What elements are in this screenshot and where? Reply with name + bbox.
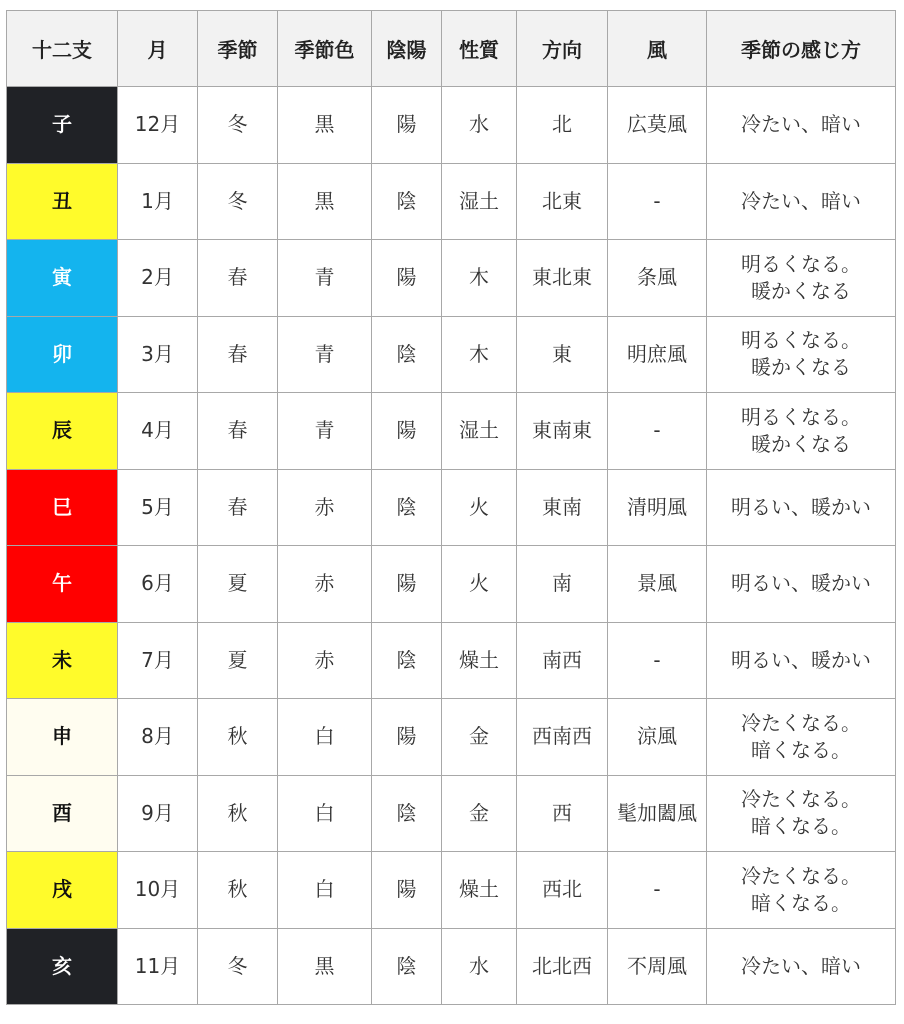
nature-cell: 湿土: [442, 393, 517, 470]
eto-cell: 酉: [7, 775, 118, 852]
month-cell: 10月: [118, 852, 198, 929]
wind-cell: 条風: [608, 240, 707, 317]
header-direction: 方向: [517, 11, 608, 87]
feel-cell: [707, 546, 896, 623]
eto-cell: 丑: [7, 163, 118, 240]
table-row: [7, 163, 896, 240]
season-cell: 秋: [198, 852, 278, 929]
season-color-cell: 赤: [278, 469, 372, 546]
header-row: [7, 11, 896, 87]
nature-cell: 火: [442, 546, 517, 623]
wind-cell: -: [608, 622, 707, 699]
feel-line: 明るくなる。: [741, 251, 861, 276]
table-row: [7, 775, 896, 852]
direction-cell: 西: [517, 775, 608, 852]
table-row: [7, 316, 896, 393]
feel-cell: [707, 240, 896, 317]
month-cell: 1月: [118, 163, 198, 240]
feel-line: 暖かくなる: [751, 278, 851, 303]
month-cell: 5月: [118, 469, 198, 546]
wind-cell: 明庶風: [608, 316, 707, 393]
eto-cell: 子: [7, 87, 118, 164]
direction-cell: 南: [517, 546, 608, 623]
month-cell: 9月: [118, 775, 198, 852]
yinyang-cell: 陰: [372, 928, 442, 1005]
nature-cell: 水: [442, 928, 517, 1005]
season-color-cell: 白: [278, 852, 372, 929]
season-color-cell: 赤: [278, 546, 372, 623]
table-row: [7, 928, 896, 1005]
feel-cell: [707, 87, 896, 164]
month-cell: 8月: [118, 699, 198, 776]
feel-line: 明るい、暖かい: [731, 571, 871, 596]
feel-line: 暗くなる。: [751, 737, 851, 762]
feel-line: 冷たい、暗い: [741, 112, 861, 137]
nature-cell: 水: [442, 87, 517, 164]
direction-cell: 北東: [517, 163, 608, 240]
yinyang-cell: 陽: [372, 393, 442, 470]
nature-cell: 金: [442, 775, 517, 852]
yinyang-cell: 陰: [372, 316, 442, 393]
nature-cell: 燥土: [442, 852, 517, 929]
season-cell: 秋: [198, 775, 278, 852]
season-cell: 夏: [198, 546, 278, 623]
yinyang-cell: 陰: [372, 163, 442, 240]
wind-cell: -: [608, 393, 707, 470]
direction-cell: 北北西: [517, 928, 608, 1005]
yinyang-cell: 陰: [372, 469, 442, 546]
table-row: [7, 622, 896, 699]
month-cell: 6月: [118, 546, 198, 623]
header-yinyang: 陰陽: [372, 11, 442, 87]
header-eto: 十二支: [7, 11, 118, 87]
table-body: [7, 87, 896, 1005]
season-color-cell: 青: [278, 316, 372, 393]
eto-cell: 午: [7, 546, 118, 623]
season-cell: 春: [198, 469, 278, 546]
feel-cell: [707, 316, 896, 393]
header-wind: 風: [608, 11, 707, 87]
feel-cell: [707, 852, 896, 929]
direction-cell: 東南: [517, 469, 608, 546]
feel-cell: [707, 163, 896, 240]
season-cell: 秋: [198, 699, 278, 776]
feel-line: 冷たい、暗い: [741, 188, 861, 213]
nature-cell: 火: [442, 469, 517, 546]
direction-cell: 東: [517, 316, 608, 393]
season-cell: 冬: [198, 928, 278, 1005]
yinyang-cell: 陰: [372, 775, 442, 852]
nature-cell: 木: [442, 316, 517, 393]
season-color-cell: 黒: [278, 87, 372, 164]
eto-cell: 亥: [7, 928, 118, 1005]
season-color-cell: 白: [278, 699, 372, 776]
season-cell: 春: [198, 316, 278, 393]
nature-cell: 燥土: [442, 622, 517, 699]
wind-cell: -: [608, 852, 707, 929]
month-cell: 4月: [118, 393, 198, 470]
wind-cell: 広莫風: [608, 87, 707, 164]
month-cell: 7月: [118, 622, 198, 699]
feel-line: 暗くなる。: [751, 890, 851, 915]
month-cell: 11月: [118, 928, 198, 1005]
wind-cell: 涼風: [608, 699, 707, 776]
feel-cell: [707, 393, 896, 470]
direction-cell: 南西: [517, 622, 608, 699]
season-color-cell: 白: [278, 775, 372, 852]
season-cell: 夏: [198, 622, 278, 699]
eto-cell: 戌: [7, 852, 118, 929]
yinyang-cell: 陽: [372, 546, 442, 623]
season-cell: 冬: [198, 163, 278, 240]
zodiac-table: [6, 10, 896, 1005]
nature-cell: 木: [442, 240, 517, 317]
eto-cell: 卯: [7, 316, 118, 393]
season-color-cell: 赤: [278, 622, 372, 699]
eto-cell: 未: [7, 622, 118, 699]
feel-cell: [707, 775, 896, 852]
wind-cell: 髦加闔風: [608, 775, 707, 852]
season-color-cell: 黒: [278, 163, 372, 240]
table-row: [7, 393, 896, 470]
nature-cell: 湿土: [442, 163, 517, 240]
header-season: 季節: [198, 11, 278, 87]
feel-line: 冷たい、暗い: [741, 953, 861, 978]
eto-cell: 辰: [7, 393, 118, 470]
feel-line: 明るい、暖かい: [731, 647, 871, 672]
feel-line: 暖かくなる: [751, 431, 851, 456]
yinyang-cell: 陽: [372, 699, 442, 776]
header-nature: 性質: [442, 11, 517, 87]
feel-line: 明るい、暖かい: [731, 494, 871, 519]
season-cell: 春: [198, 393, 278, 470]
feel-line: 暗くなる。: [751, 814, 851, 839]
feel-line: 冷たくなる。: [741, 787, 861, 812]
eto-cell: 申: [7, 699, 118, 776]
table-row: [7, 87, 896, 164]
nature-cell: 金: [442, 699, 517, 776]
table-row: [7, 240, 896, 317]
direction-cell: 東南東: [517, 393, 608, 470]
wind-cell: 景風: [608, 546, 707, 623]
season-color-cell: 青: [278, 240, 372, 317]
zodiac-table-container: [6, 10, 895, 1005]
feel-cell: [707, 928, 896, 1005]
header-feel: 季節の感じ方: [707, 11, 896, 87]
wind-cell: 不周風: [608, 928, 707, 1005]
feel-line: 冷たくなる。: [741, 863, 861, 888]
feel-cell: [707, 622, 896, 699]
month-cell: 12月: [118, 87, 198, 164]
feel-line: 明るくなる。: [741, 404, 861, 429]
direction-cell: 西南西: [517, 699, 608, 776]
feel-line: 冷たくなる。: [741, 710, 861, 735]
header-month: 月: [118, 11, 198, 87]
yinyang-cell: 陽: [372, 852, 442, 929]
yinyang-cell: 陰: [372, 622, 442, 699]
season-cell: 冬: [198, 87, 278, 164]
feel-line: 暖かくなる: [751, 355, 851, 380]
table-row: [7, 469, 896, 546]
header-season-color: 季節色: [278, 11, 372, 87]
month-cell: 3月: [118, 316, 198, 393]
yinyang-cell: 陽: [372, 87, 442, 164]
table-row: [7, 546, 896, 623]
feel-cell: [707, 699, 896, 776]
direction-cell: 東北東: [517, 240, 608, 317]
season-color-cell: 青: [278, 393, 372, 470]
direction-cell: 西北: [517, 852, 608, 929]
yinyang-cell: 陽: [372, 240, 442, 317]
wind-cell: 清明風: [608, 469, 707, 546]
wind-cell: -: [608, 163, 707, 240]
month-cell: 2月: [118, 240, 198, 317]
table-row: [7, 699, 896, 776]
direction-cell: 北: [517, 87, 608, 164]
eto-cell: 巳: [7, 469, 118, 546]
feel-cell: [707, 469, 896, 546]
season-cell: 春: [198, 240, 278, 317]
season-color-cell: 黒: [278, 928, 372, 1005]
eto-cell: 寅: [7, 240, 118, 317]
table-row: [7, 852, 896, 929]
feel-line: 明るくなる。: [741, 328, 861, 353]
